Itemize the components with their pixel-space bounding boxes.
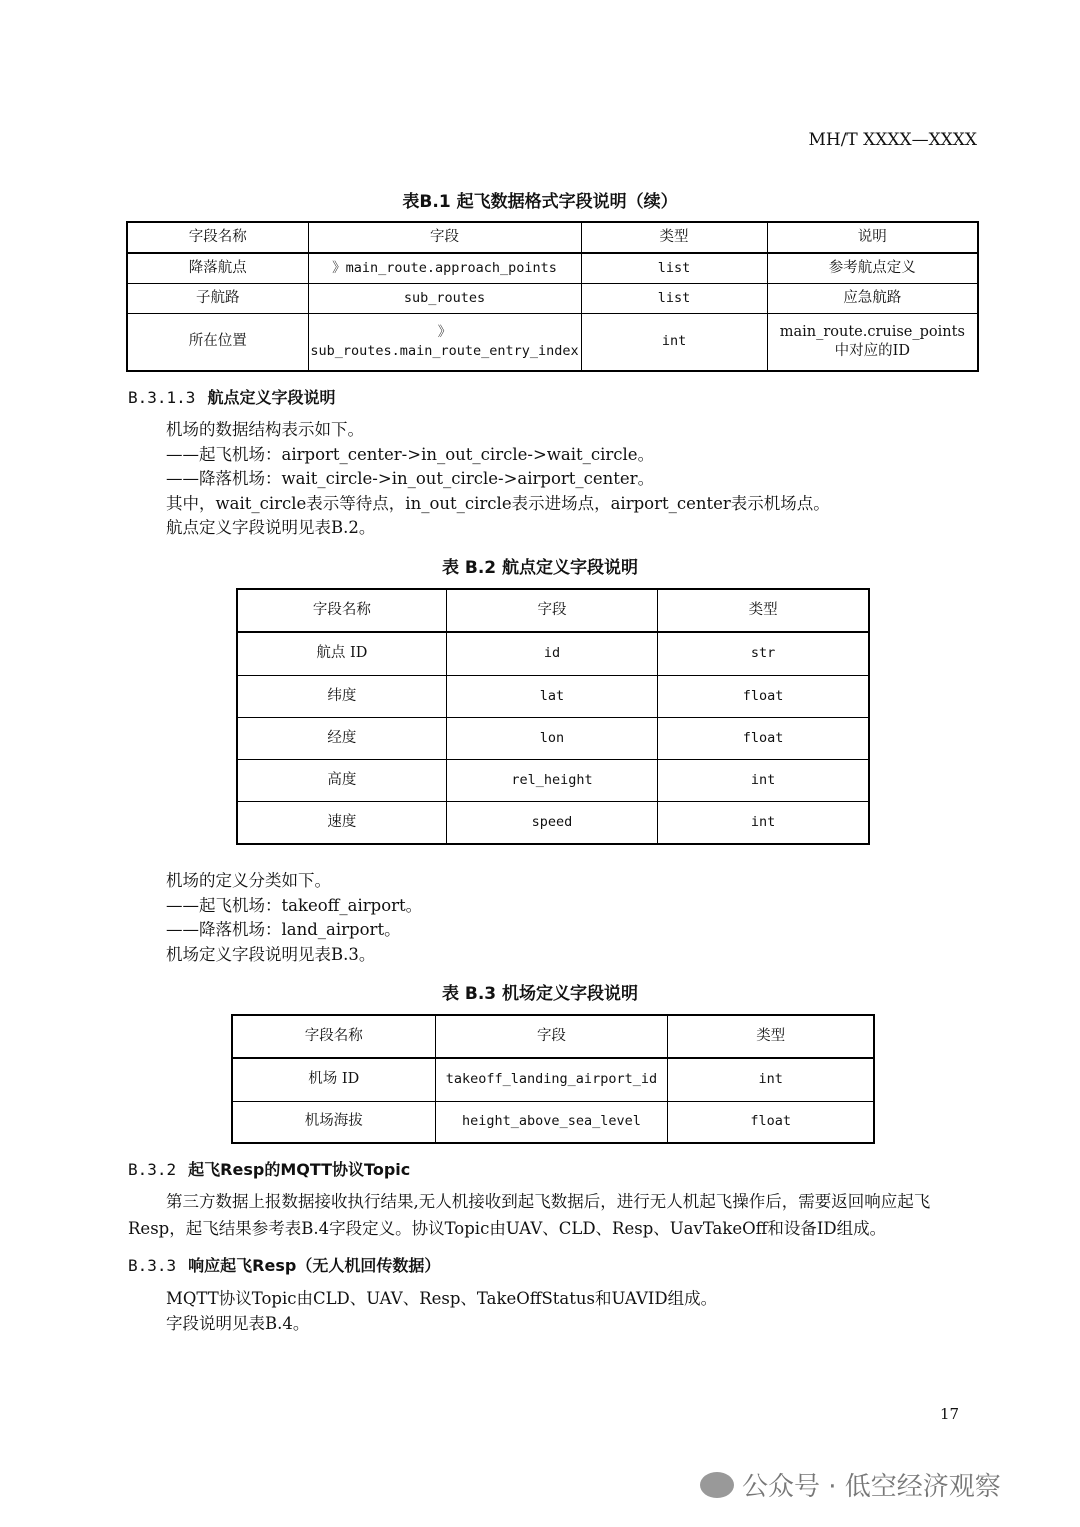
table-cell: 应急航路 [767,283,978,313]
table-cell: 》main_route.approach_points [308,253,581,283]
paragraph-line: ——降落机场：land_airport。 [166,920,401,939]
section-title: 起飞Resp的MQTT协议Topic [188,1160,411,1179]
table-cell: int [668,1058,874,1101]
table-cell: main_route.cruise_points 中对应的ID [767,313,978,371]
wechat-icon [700,1472,734,1498]
column-header: 字段 [446,589,657,632]
table-cell: rel_height [446,759,657,801]
table-row [237,801,869,844]
table-cell: 速度 [237,801,446,844]
table-cell: 机场 ID [232,1058,435,1101]
table-cell: lon [446,717,657,759]
section-b32-heading [128,1157,410,1180]
table-b2-caption: 表 B.2 航点定义字段说明 [441,558,639,578]
table-row [127,253,978,283]
paragraph-line: 机场的数据结构表示如下。 [166,420,364,439]
section-number: B.3.1.3 [128,388,196,407]
column-header: 字段 [435,1015,668,1058]
table-row [237,632,869,675]
document-id: MH/T XXXX—XXXX [808,130,977,150]
table-cell: 航点 ID [237,632,446,675]
paragraph-line: 字段说明见表B.4。 [166,1313,310,1333]
table-cell: str [658,632,869,675]
table-row [237,675,869,717]
airport-definition-text [166,869,422,967]
page-number: 17 [940,1405,960,1423]
table-cell: 纬度 [237,675,446,717]
column-header: 类型 [581,222,767,253]
paragraph-line: ——降落机场：wait_circle->in_out_circle->airport_center。 [166,469,655,488]
table-cell: 经度 [237,717,446,759]
section-b313-body [166,418,830,541]
table-b2 [236,588,870,845]
section-b313-heading [128,385,335,408]
table-row [127,313,978,371]
table-header-row [232,1015,874,1058]
table-cell: float [668,1101,874,1143]
table-cell: 所在位置 [127,313,308,371]
table-cell: 降落航点 [127,253,308,283]
paragraph-line: 航点定义字段说明见表B.2。 [166,518,376,537]
paragraph-line: ——起飞机场：takeoff_airport。 [166,895,423,915]
table-b3 [231,1014,875,1144]
table-cell: 子航路 [127,283,308,313]
watermark [700,1466,1001,1503]
table-cell: list [581,283,767,313]
paragraph-line: 机场的定义分类如下。 [166,871,331,890]
table-cell: lat [446,675,657,717]
table-cell: float [658,675,869,717]
table-cell: takeoff_landing_airport_id [435,1058,668,1101]
table-row [237,759,869,801]
table-cell: 机场海拔 [232,1101,435,1143]
column-header: 说明 [767,222,978,253]
table-cell: float [658,717,869,759]
table-cell: list [581,253,767,283]
watermark-text: 公众号 · 低空经济观察 [742,1472,1001,1502]
section-title: 航点定义字段说明 [207,388,336,407]
table-cell: id [446,632,657,675]
table-header-row [127,222,978,253]
table-cell: int [658,759,869,801]
paragraph-line: 其中，wait_circle表示等待点，in_out_circle表示进场点，airport_center表示机场点。 [166,493,830,513]
table-cell: 》 sub_routes.main_route_entry_index [308,313,581,371]
table-cell: int [581,313,767,371]
column-header: 字段 [308,222,581,253]
column-header: 类型 [658,589,869,632]
section-b33-body [166,1287,717,1336]
paragraph-line: MQTT协议Topic由CLD、UAV、Resp、TakeOffStatus和UAVID组成。 [166,1289,718,1308]
section-number: B.3.3 [128,1256,177,1275]
table-b3-caption: 表 B.3 机场定义字段说明 [441,984,639,1004]
table-cell: int [658,801,869,844]
table-cell: 参考航点定义 [767,253,978,283]
column-header: 字段名称 [237,589,446,632]
section-b33-heading [128,1253,440,1276]
paragraph-line: ——起飞机场：airport_center->in_out_circle->wait_circle。 [166,444,655,464]
table-header-row [237,589,869,632]
table-row [237,717,869,759]
table-row [127,283,978,313]
table-b1-caption: 表B.1 起飞数据格式字段说明（续） [402,192,678,212]
table-cell: sub_routes [308,283,581,313]
table-row [232,1101,874,1143]
table-cell: height_above_sea_level [435,1101,668,1143]
table-row [232,1058,874,1101]
section-title: 响应起飞Resp（无人机回传数据） [188,1256,441,1275]
paragraph-line: 机场定义字段说明见表B.3。 [166,944,376,964]
section-number: B.3.2 [128,1160,177,1179]
table-cell: 高度 [237,759,446,801]
table-cell: speed [446,801,657,844]
table-b1 [126,221,979,372]
column-header: 类型 [668,1015,874,1058]
column-header: 字段名称 [127,222,308,253]
section-b32-body: 第三方数据上报数据接收执行结果,无人机接收到起飞数据后，进行无人机起飞操作后，需要返回响应起飞Resp，起飞结果参考表B.4字段定义。协议Topic由UAV、CLD、Resp、UavTakeOff和设备ID组成。 [128,1192,931,1238]
column-header: 字段名称 [232,1015,435,1058]
